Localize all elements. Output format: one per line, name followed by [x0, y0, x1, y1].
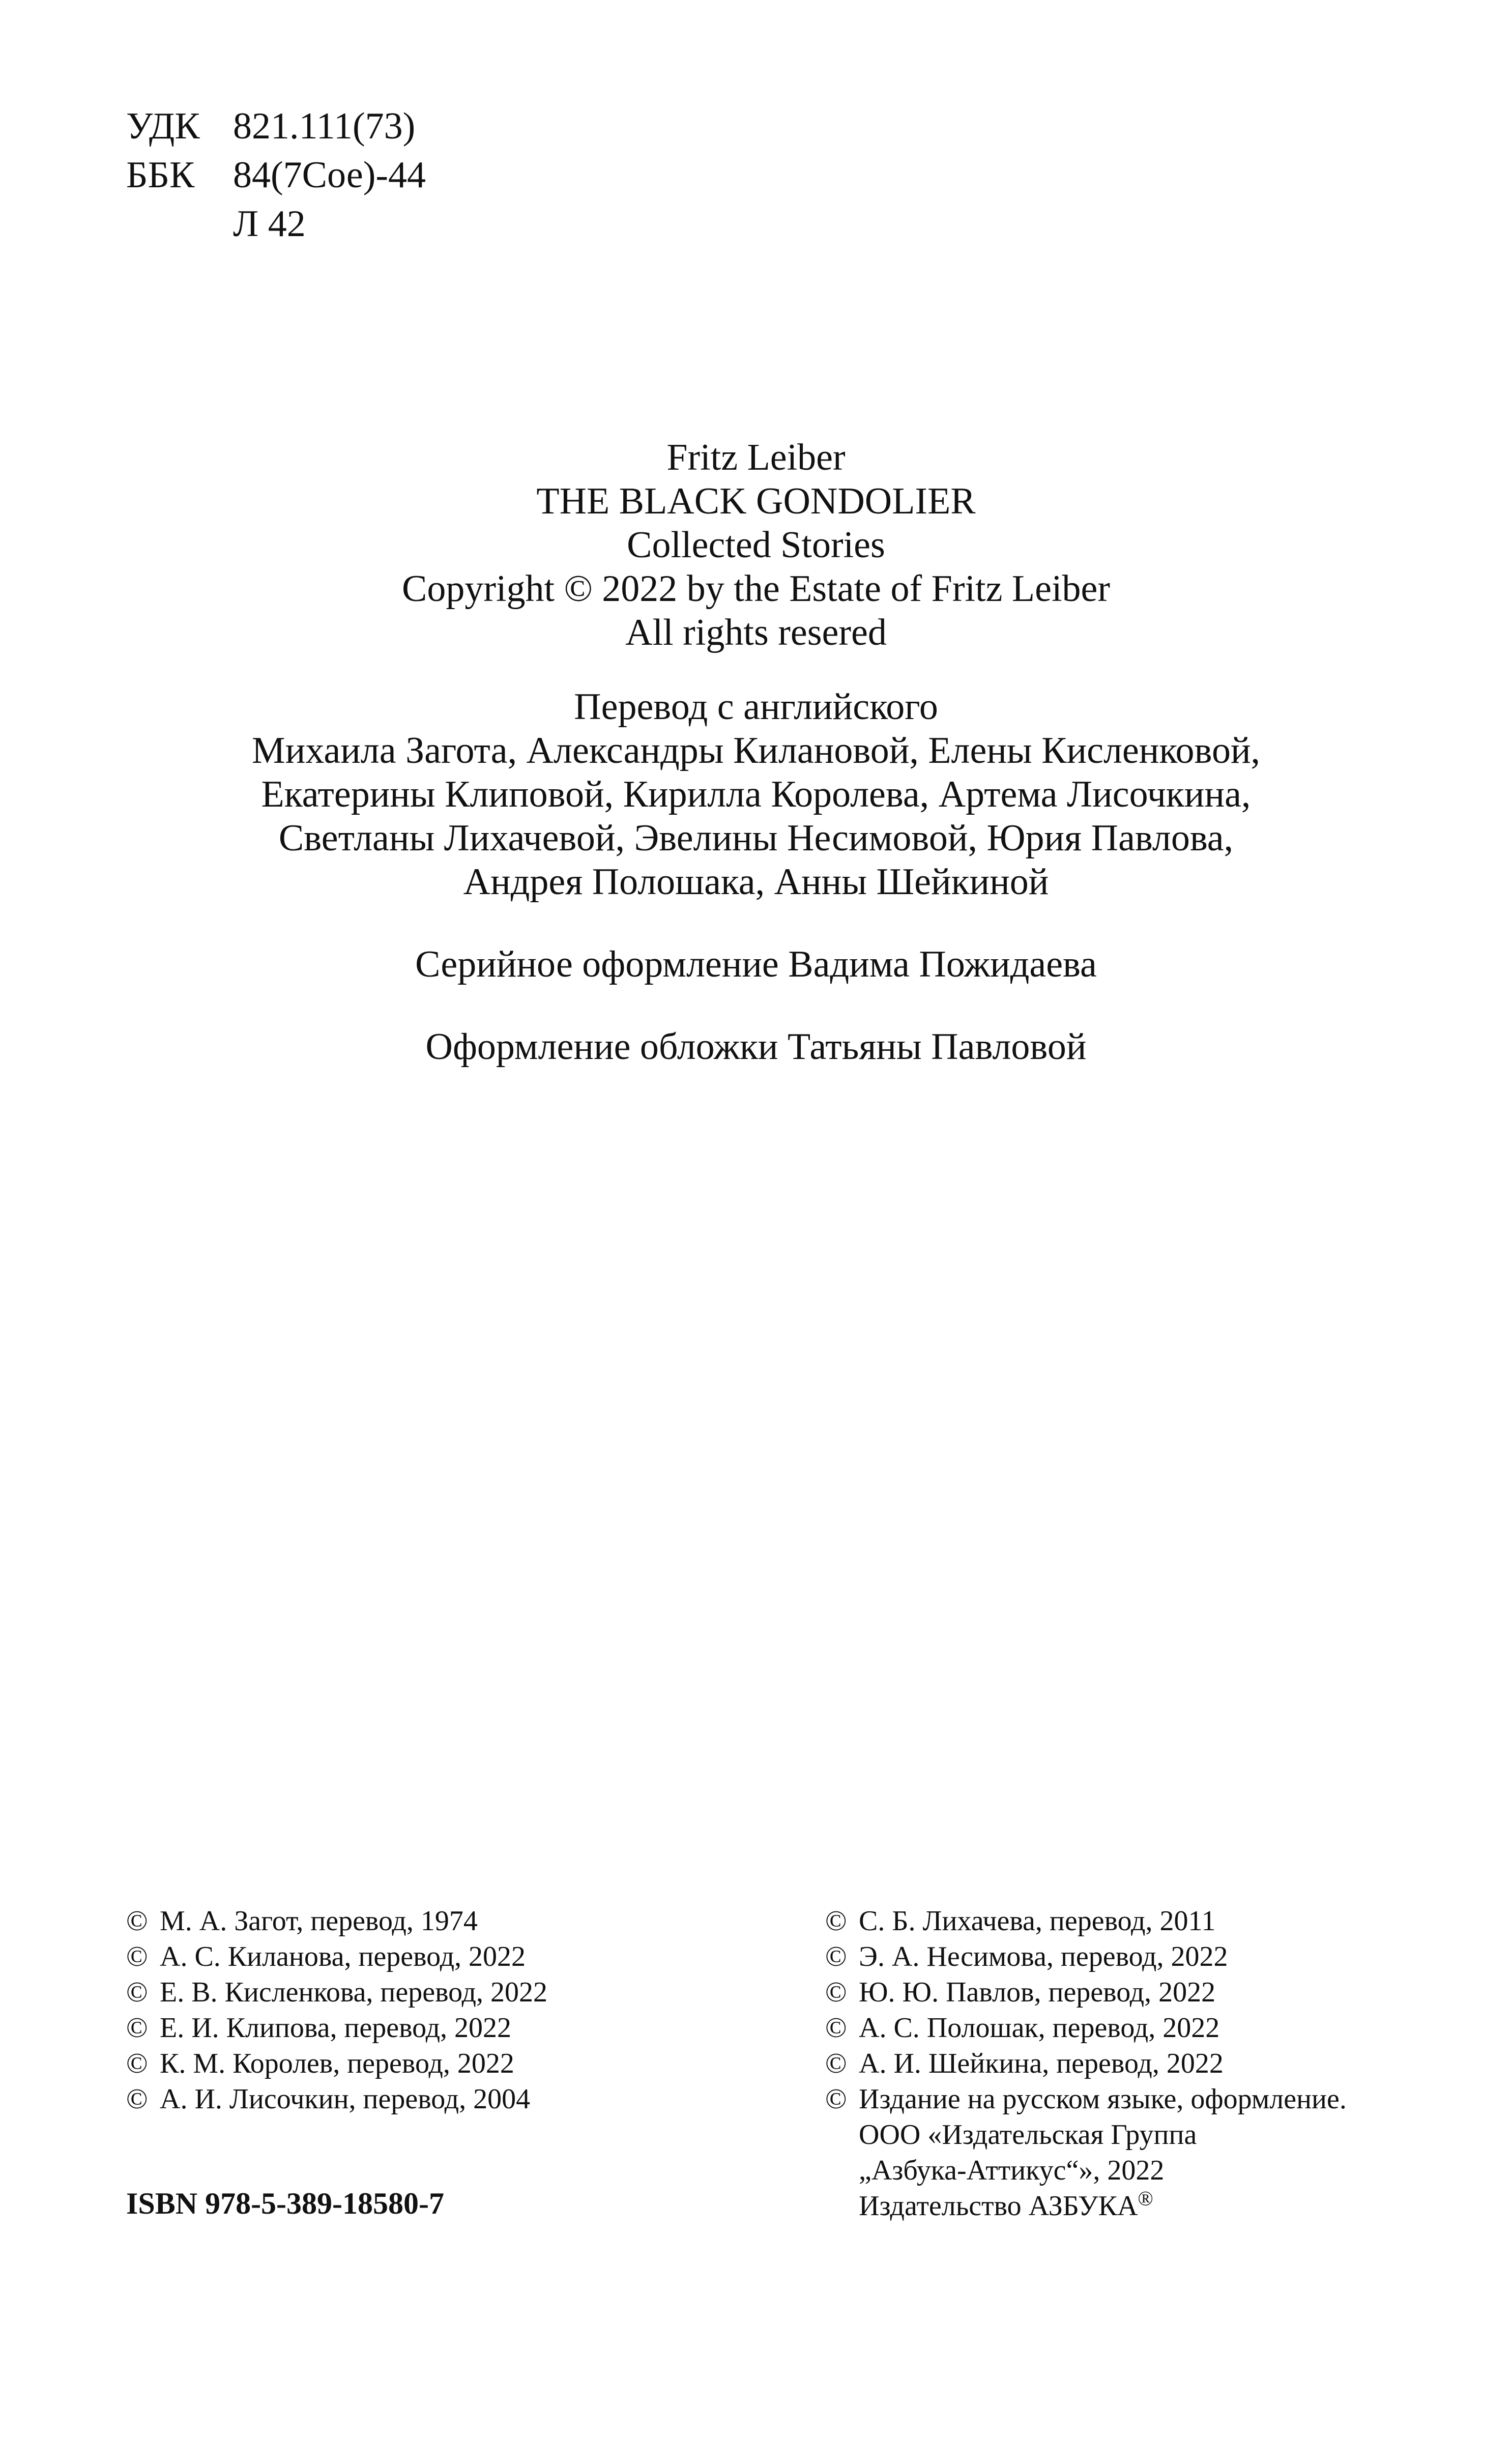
isbn: ISBN 978-5-389-18580-7 — [126, 2187, 444, 2220]
copyright-sign: © — [126, 2012, 148, 2044]
copyright-text: Е. И. Клипова, перевод, 2022 — [160, 2012, 512, 2044]
copyright-line — [126, 1974, 547, 2010]
copyright-text: Ю. Ю. Павлов, перевод, 2022 — [859, 1977, 1216, 2008]
copyright-sign: © — [126, 1941, 148, 1972]
copyright-sign: © — [126, 2048, 148, 2079]
copyright-line — [825, 1939, 1347, 1974]
copyright-text: К. М. Королев, перевод, 2022 — [160, 2048, 514, 2079]
copyright-text: А. С. Полошак, перевод, 2022 — [859, 2012, 1220, 2044]
publisher-line: ООО «Издательская Группа — [859, 2119, 1197, 2151]
copyright-line — [126, 2010, 547, 2046]
copyright-sign: © — [126, 2083, 148, 2115]
translators-line: Андрея Полошака, Анны Шейкиной — [463, 861, 1049, 903]
author-mark: Л 42 — [233, 203, 306, 245]
copyright-sign: © — [825, 2012, 847, 2044]
copyright-sign: © — [825, 2083, 847, 2115]
copyright-text: Е. В. Кисленкова, перевод, 2022 — [160, 1977, 548, 2008]
copyright-line — [825, 1903, 1347, 1939]
copyright-line — [825, 2046, 1347, 2081]
original-copyright: Copyright © 2022 by the Estate of Fritz Leiber — [401, 568, 1111, 610]
copyright-text: Издание на русском языке, оформление. — [859, 2083, 1347, 2115]
classification-block — [126, 102, 426, 248]
publisher-imprint-line — [825, 2188, 1347, 2224]
udk-value: 821.111(73) — [233, 105, 416, 147]
copyright-sign: © — [126, 1977, 148, 2008]
copyright-list-right — [825, 1903, 1347, 2224]
original-title: THE BLACK GONDOLIER — [536, 480, 976, 522]
copyright-line — [825, 2081, 1347, 2117]
translators-line: Светланы Лихачевой, Эвелины Несимовой, Юрия Павлова, — [278, 817, 1234, 859]
original-edition-block — [0, 436, 1512, 654]
registered-trademark-icon: ® — [1138, 2187, 1153, 2210]
bbk-label: ББК — [126, 154, 195, 196]
copyright-sign: © — [825, 1905, 847, 1937]
original-author: Fritz Leiber — [666, 437, 846, 478]
copyright-sign: © — [825, 2048, 847, 2079]
copyright-sign: © — [126, 1905, 148, 1937]
bbk-value: 84(7Сое)-44 — [233, 154, 426, 196]
copyright-text: А. И. Лисочкин, перевод, 2004 — [160, 2083, 531, 2115]
series-design-credit: Серийное оформление Вадима Пожидаева — [415, 943, 1097, 985]
udk-row — [126, 102, 426, 151]
original-subtitle: Collected Stories — [627, 524, 885, 566]
translators-line: Екатерины Клиповой, Кирилла Королева, Артема Лисочкина, — [261, 774, 1251, 815]
copyright-text: С. Б. Лихачева, перевод, 2011 — [859, 1905, 1216, 1937]
copyright-line — [126, 1939, 547, 1974]
copyright-list-left — [126, 1903, 547, 2117]
copyright-sign: © — [825, 1941, 847, 1972]
copyright-line — [126, 2081, 547, 2117]
translators-block — [0, 685, 1512, 904]
bbk-row — [126, 151, 426, 199]
copyright-line — [825, 2010, 1347, 2046]
copyright-text: А. С. Киланова, перевод, 2022 — [160, 1941, 526, 1972]
copyright-text: А. И. Шейкина, перевод, 2022 — [859, 2048, 1224, 2079]
udk-label: УДК — [126, 105, 200, 147]
publisher-line: „Азбука-Аттикус“», 2022 — [859, 2155, 1165, 2186]
copyright-line — [126, 1903, 547, 1939]
copyright-line — [825, 1974, 1347, 2010]
copyright-text: Э. А. Несимова, перевод, 2022 — [859, 1941, 1228, 1972]
translation-heading: Перевод с английского — [574, 686, 938, 728]
translators-line: Михаила Загота, Александры Килановой, Елены Кисленковой, — [251, 730, 1261, 771]
copyright-text: М. А. Загот, перевод, 1974 — [160, 1905, 478, 1937]
copyright-line — [126, 2046, 547, 2081]
copyright-sign: © — [825, 1977, 847, 2008]
original-rights: All rights resered — [625, 612, 887, 653]
publisher-imprint: Издательство АЗБУКА — [859, 2190, 1138, 2222]
cover-design-credit: Оформление обложки Татьяны Павловой — [425, 1026, 1087, 1068]
